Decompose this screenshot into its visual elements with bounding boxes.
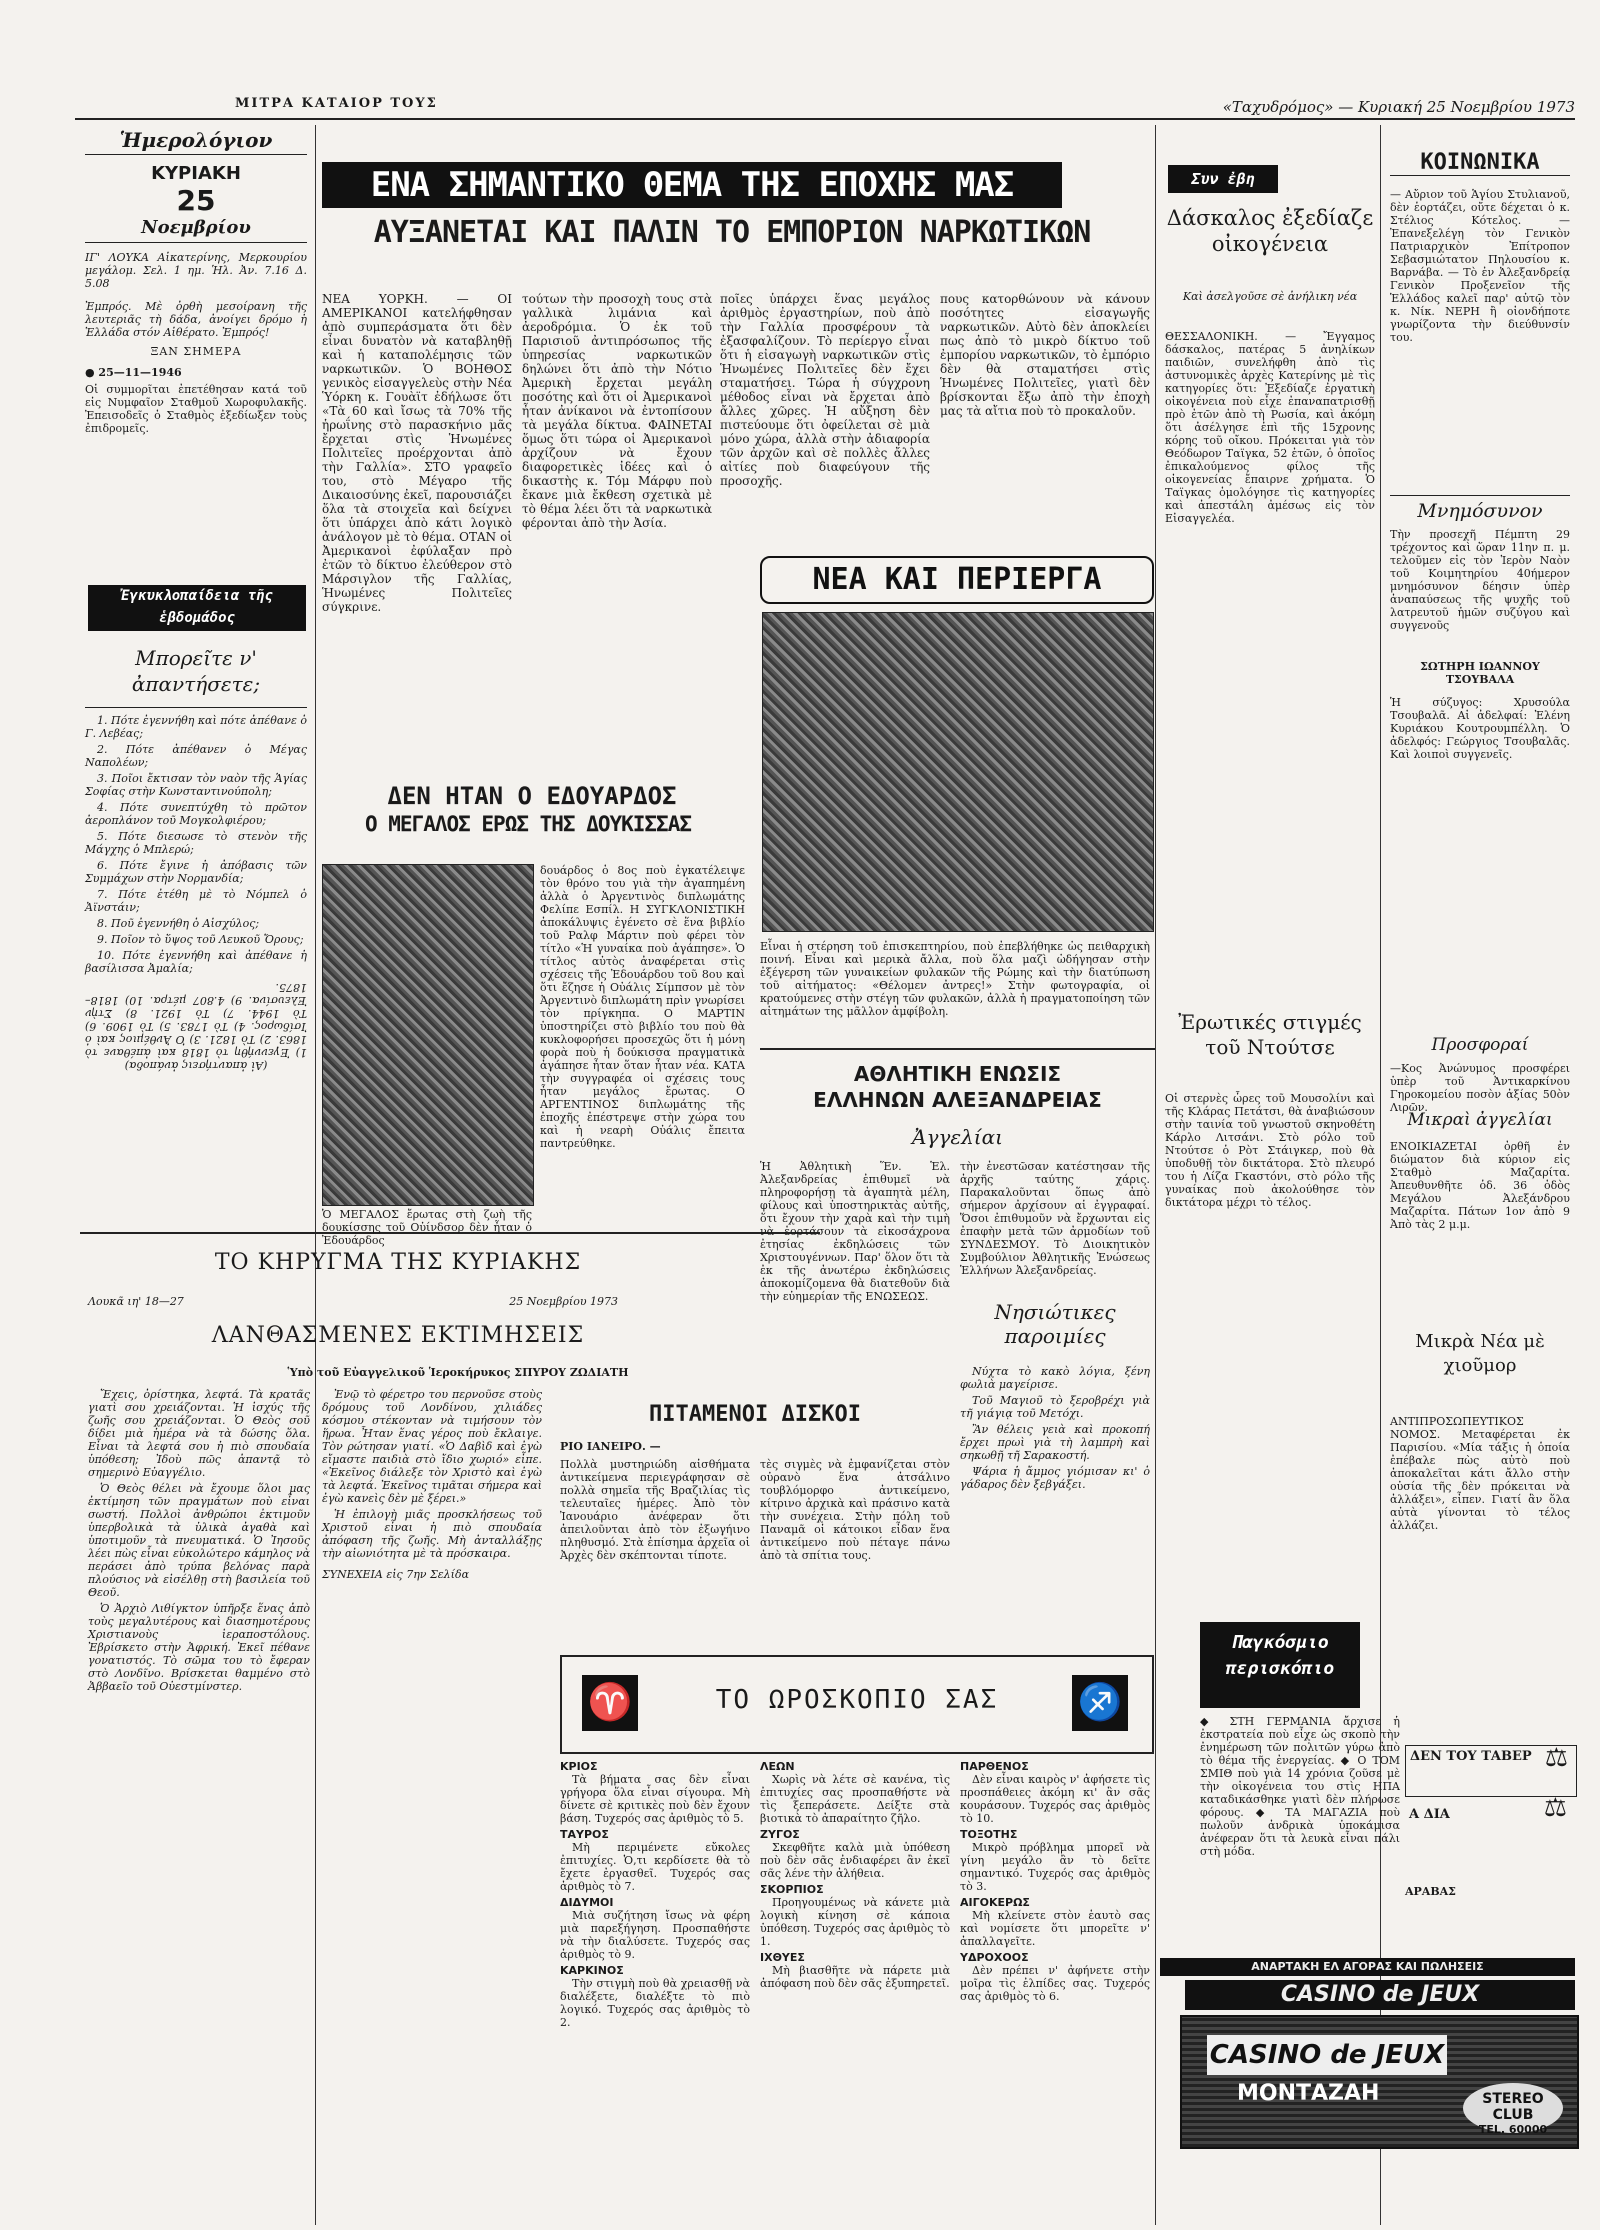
casino-location: ΜΟΝΤΑΖΑΗ bbox=[1237, 2081, 1380, 2106]
offerings-text: —Κος Ἀνώνυμος προσφέρει ὑπὲρ τοῦ Ἀντικαρκίνου Γηροκομείου ποσὸν ἀξίας 50ὸν Λιρῶν. bbox=[1390, 1062, 1570, 1114]
answers-text: 1) Ἐγεννήθη τὸ 1818 καὶ ἀπέθανε τὸ 1863. 2) Τὸ 1821. 3) Ὁ Ἀνθέμιος καὶ ὁ Ἰσίδωρος. 4) Τὸ 1783. 5) Τὸ 1909. 6) Τὸ 1944. 7) Τὸ 1921. 8) Στὴν Ἐλευσίνα. 9) 4.807 μέτρα. 10) 1818–1875. bbox=[85, 981, 307, 1059]
section-divider bbox=[760, 1048, 1155, 1050]
calendar-date-number: 25 bbox=[176, 184, 216, 217]
memorial-text: Τὴν προσεχῆ Πέμπτη 29 τρέχοντος καὶ ὥραν 11ην π. μ. τελοῦμεν εἰς τὸν Ἱερὸν Ναὸν τοῦ Κοιμητηρίου 40ήμερον μνημόσυνον δέησιν ὑπὲρ ἀναπαύσεως τῆς ψυχῆς τοῦ λατρευτοῦ ἡμῶν συζύγου καὶ συγγενοῦς bbox=[1390, 528, 1570, 632]
world-text: ◆ ΣΤΗ ΓΕΡΜΑΝΙΑ ἄρχισε ἡ ἐκστρατεία ποὺ εἶχε ὡς σκοπὸ τὴν ἐνημέρωση τῶν πολιτῶν γύρω ἀπὸ τὸ θέμα τῆς ἐνεργείας. ◆ Ο ΤΟΜ ΣΜΙΘ ποὺ γιὰ 14 χρόνια ζοῦσε μὲ τὴν οἰκογένεια του στὶς ΗΠΑ καταδικάσθηκε γιατὶ δὲν πλήρωσε φόρους. ◆ ΤΑ ΜΑΓΑΖΙΑ ποὺ πωλοῦν ἀνδρικὰ ὑποκάμισα ἀνέφεραν ὅτι τὰ λευκὰ εἶναι πάλι στὴ μόδα. bbox=[1200, 1715, 1400, 1858]
ad-band: ΑΝΑΡΤΑΚΗ ΕΛ ΑΓΟΡΑΣ ΚΑΙ ΠΩΛΗΣΕΙΣ bbox=[1160, 1958, 1575, 1976]
event-label: Συν ἐβη bbox=[1168, 165, 1278, 193]
memorial-name: ΣΩΤΗΡΗ ΙΩΑΝΝΟΥ ΤΣΟΥΒΑΛΑ bbox=[1420, 660, 1540, 686]
main-kicker: ΕΝΑ ΣΗΜΑΝΤΙΚΟ ΘΕΜΑ ΤΗΣ ΕΠΟΧΗΣ ΜΑΣ bbox=[322, 162, 1062, 208]
main-story-col-4: πους κατορθώνουν νὰ κάνουν ποσότητες εἰσαγωγῆς ναρκωτικῶν. Αὐτὸ δὲν ἀποκλείει πως ἀπὸ τὸ μικρὸ δίκτυο τοῦ ἐμπορίου ναρκωτικῶν, τὸ ἐμπόριο δὲν θὰ σταματήσει στὶς Ἡνωμένες Πολιτεῖες, γιατὶ δὲν βρίσκονται ἔξω ἀπὸ τὴν ἐποχὴ μας τὰ αἴτια ποὺ τὸ προκαλοῦν. bbox=[940, 292, 1150, 418]
horoscope-col-1 bbox=[560, 1760, 750, 2032]
quiz-question: 4. Πότε συνεπτύχθη τὸ πρῶτον ἀεροπλάνον τοῦ Μογκολφιέρου; bbox=[85, 801, 307, 827]
horoscope-col-2 bbox=[760, 1760, 950, 1993]
club-name: STEREO CLUB bbox=[1482, 2091, 1544, 2123]
teacher-title: Δάσκαλος ἐξεδίαζε οἰκογένεια bbox=[1166, 206, 1374, 256]
memorial-family: Ἡ σύζυγος: Χρυσούλα Τσουβαλᾶ. Αἱ ἀδελφαί: Ἑλένη Κυριάκου Κουτρουμπέλλη. Ὁ ἀδελφός: Γεώργιος Τσουβαλᾶς. Καὶ λοιποὶ συγγενεῖς. bbox=[1390, 696, 1570, 761]
quiz-question: 3. Ποῖοι ἔκτισαν τὸν ναὸν τῆς Ἁγίας Σοφίας στὴν Κωνσταντινούπολη; bbox=[85, 772, 307, 798]
ad-text: ΔΕΝ ΤΟΥ ΤΑΒΕΡ bbox=[1410, 1749, 1532, 1764]
casino-logo: CASINO de JEUX bbox=[1207, 2035, 1447, 2075]
news-photo bbox=[762, 612, 1154, 932]
edward-story: δουάρδος ὁ 8ος ποὺ ἐγκατέλειψε τὸν θρόνο του γιὰ τὴν ἀγαπημένη ἀλλὰ ὁ Ἀργεντινὸς διπλωμάτης Φελίπε Εσπίλ. Η ΣΥΓΚΛΟΝΙΣΤΙΚΗ ἀποκάλυψις ἐγένετο σὲ ἕνα βιβλίο τοῦ Ραλφ Μάρτιν ποὺ φέρει τὸν τίτλο «Ἡ γυναίκα ποὺ ἀγάπησε». Ὁ τίτλος αὐτὸς ἀναφέρεται στὶς σχέσεις τῆς Ἐδουάρδου τοῦ 8ου καὶ ὅτι ἔζησε ἡ Οὐάλις Σίμπσον μὲ τὸν Ἀργεντινὸ διπλωμάτη πρὶν γνωρίσει τὸν πρίγκηπα. Ο ΜΑΡΤΙΝ ὑποστηρίζει στὸ βιβλίο του ποὺ θὰ κυκλοφορήσει προσεχῶς ὅτι ἡ μόνη φορὰ ποὺ ἡ δούκισσα πραγματικὰ ἀγάπησε ἦταν ὅταν ἦταν νέα. ΚΑΤΑ τὴν συγγραφέα οἱ σχέσεις τους ἦταν μεγάλος ἔρωτας. Ο ΑΡΓΕΝΤΙΝΟΣ διπλωμάτης τῆς ἐποχῆς ἐπέστρεψε στὴν χώρα του καὶ ἡ νεαρὴ Οὐάλις ἔπειτα παντρεύθηκε. bbox=[540, 864, 745, 1150]
sign-name: ΤΑΥΡΟΣ bbox=[560, 1828, 609, 1841]
quiz-list bbox=[85, 714, 307, 975]
column-rule bbox=[1155, 125, 1156, 2225]
calendar-day: ΚΥΡΙΑΚΗ bbox=[151, 163, 241, 184]
records-col-2: τὲς σιγμὲς νὰ ἐμφανίζεται στὸν οὐρανὸ ἕνα ἀτσάλινο τουβλόμορφο ἀντικείμενο, κίτρινο ἀρχικὰ καὶ πράσινο κατὰ τὴν συνέχεια. Στὴν πόλη τοῦ Παναμᾶ οἱ κάτοικοι εἶδαν ἕνα ἀντικείμενο ποὺ πέταγε πάνω ἀπὸ τὰ σπίτια τους. bbox=[760, 1458, 950, 1562]
humor-text: ΑΝΤΙΠΡΟΣΩΠΕΥΤΙΚΟΣ ΝΟΜΟΣ. Μεταφέρεται ἐκ Παρισίου. «Μία τάξις ἡ ὁποία ἐπέβαλε πὼς αὐτὸ ποὺ ἀποκαλεῖται κάτι ἄλλο στὴν οὐσία τῆς δὲν πρόκειται νὰ ἀλλάξει», εἶπεν. Γιατί ἂν ὅλα αὐτὰ γίνονται τὸ τέλος ἀλλάζει. bbox=[1390, 1415, 1570, 1532]
news-banner: ΝΕΑ ΚΑΙ ΠΕΡΙΕΡΓΑ bbox=[760, 556, 1154, 604]
calendar-text: ΙΓ' ΛΟΥΚΑ Αἰκατερίνης, Μερκουρίου μεγάλομ. Σελ. 1 ημ. Ἡλ. Ἀν. 7.16 Δ. 5.08 bbox=[85, 251, 307, 290]
sign-name: ΠΑΡΘΕΝΟΣ bbox=[960, 1760, 1029, 1773]
sign-name: ΙΧΘΥΕΣ bbox=[760, 1951, 805, 1964]
sermon-continued: ΣΥΝΕΧΕΙΑ εἰς 7ην Σελίδα bbox=[322, 1568, 470, 1581]
answers-label: (Αἱ ἀπαντήσεις ἀνάποδα) bbox=[124, 1059, 268, 1072]
ad-text: Α ΔΙΑ bbox=[1409, 1807, 1450, 1822]
proverb: Ψάρια ἡ ἄμμος γιόμισαν κι' ὁ γάδαρος δὲν ξεβγάξει. bbox=[960, 1465, 1150, 1491]
quiz-question: 5. Πότε διεσωσε τὸ στενὸν τῆς Μάγχης ὁ Μπλερώ; bbox=[85, 830, 307, 856]
calendar-section bbox=[85, 128, 307, 435]
offerings-title: Προσφοραί bbox=[1431, 1035, 1529, 1055]
social-title: ΚΟΙΝΩΝΙΚΑ bbox=[1390, 150, 1570, 176]
records-dateline: ΡΙΟ ΙΑΝΕΙΡΟ. — bbox=[560, 1440, 661, 1453]
ad-box-middle bbox=[1405, 1793, 1575, 1840]
history-label: ΞΑΝ ΣΗΜΕΡΑ bbox=[150, 345, 242, 358]
romance-title: Ἐρωτικές στιγμές τοῦ Ντούτσε bbox=[1178, 1010, 1362, 1059]
page-header bbox=[75, 96, 1575, 120]
sign-text: Μικρὸ πρόβλημα μπορεῖ νὰ γίνη μεγάλο ἂν τὸ δεῖτε σημαντικό. Τυχερός σας ἀριθμὸς τὸ 3. bbox=[960, 1841, 1150, 1893]
social-text: — Αὔριον τοῦ Ἁγίου Στυλιανοῦ, δὲν ἑορτάζει, οὔτε δέχεται ὁ κ. Στέλιος Κότελος. — Ἐπανεξελέγη τὸν Γενικὸν Πατριαρχικὸν Ἐπίτροπον Σεβασμιώτατον Πηλουσίου κ. Βαρνάβα. — Τὸ ἐν Ἀλεξανδρείᾳ Γενικὸν Προξενεῖον τῆς Ἑλλάδος καλεῖ παρ' αὐτῷ τὸν κ. Νίκ. ΝΕΡΗ ἢ οἱονδήποτε γνωρίζοντα τὴν διεύθυνσίν του. bbox=[1390, 188, 1570, 344]
records-col-1: Πολλὰ μυστηριώδη αἰσθήματα ἀντικείμενα περιεγράφησαν σὲ πολλὰ σημεῖα τῆς Βραζιλίας τὶς τελευταῖες ἡμέρες. Ἀπὸ τὸν Ἰανουάριο ἀνέφεραν ὅτι ἀπειλοῦνται ἀπὸ τὸν ἐξωγήινο πληθυσμό. Στὰ ἐπίσημα ἀρχεῖα οἱ Ἀρχὲς δὲν σκέπτονται τίποτε. bbox=[560, 1458, 750, 1562]
horoscope-col-3 bbox=[960, 1760, 1150, 2006]
horoscope-title: ΤΟ ΩΡΟΣΚΟΠΙΟ ΣΑΣ bbox=[715, 1685, 999, 1715]
sermon-paragraph: Ἔχεις, ὀρίστηκα, λεφτά. Τὰ κρατᾶς γιατὶ σου χρειάζονται. Ἡ ἰσχύς τῆς ζωῆς σου χρειάζονται. Ὁ Θεὸς σοῦ δίδει μιὰ ἡμέρα νὰ τὰ δώσης ὅλα. Εἶναι τὰ λεφτά σου ἡ πιὸ σπουδαία ὑπόθεση; Ἰδοὺ πῶς ἀπαντᾷ τὸ σημερινὸ Εὐαγγέλιο. bbox=[88, 1388, 310, 1479]
horoscope-header bbox=[560, 1655, 1154, 1754]
teacher-subtitle: Καὶ ἀσελγοῦσε σὲ ἀνήλικη νέα bbox=[1182, 290, 1358, 303]
main-headline: ΑΥΞΑΝΕΤΑΙ ΚΑΙ ΠΑΛΙΝ ΤΟ ΕΜΠΟΡΙΟΝ ΝΑΡΚΩΤΙΚΩΝ bbox=[373, 215, 1091, 250]
sign-name: ΛΕΩΝ bbox=[760, 1760, 795, 1773]
proverb: Ἂν θέλεις γειὰ καὶ προκοπή ἔρχει πρωὶ γιὰ τὴ λαμπρὴ καὶ σηκωθῇ τῆ Σαρακοστή. bbox=[960, 1423, 1150, 1462]
scales-icon: ⚖ bbox=[1543, 1793, 1567, 1823]
sign-name: ΥΔΡΟΧΟΟΣ bbox=[960, 1951, 1029, 1964]
sermon-title: ΤΟ ΚΗΡΥΓΜΑ ΤΗΣ ΚΥΡΙΑΚΗΣ bbox=[214, 1250, 582, 1275]
casino-banner: CASINO de JEUX bbox=[1185, 1980, 1575, 2010]
sermon-date: 25 Νοεμβρίου 1973 bbox=[509, 1295, 618, 1308]
sermon-column-1 bbox=[88, 1388, 310, 1696]
sign-name: ΚΑΡΚΙΝΟΣ bbox=[560, 1964, 624, 1977]
scales-icon: ⚖ bbox=[1544, 1743, 1568, 1773]
sign-text: Τὴν στιγμὴ ποὺ θὰ χρειασθῇ νὰ διαλέξετε, διαλέξτε τὸ πιὸ λογικό. Τυχερός σας ἀριθμὸς τὸ 2. bbox=[560, 1977, 750, 2029]
calendar-title: Ἡμερολόγιον bbox=[85, 128, 307, 155]
ad-box-top bbox=[1405, 1745, 1577, 1797]
calendar-month: Νοεμβρίου bbox=[85, 217, 307, 243]
casino-ad[interactable] bbox=[1180, 2015, 1579, 2149]
athletic-col-2: τὴν ἐνεστῶσαν κατέστησαν τῆς ἀρχῆς ταύτης χάρις. Παρακαλοῦνται ὅπως ἀπὸ σήμερον ἀρχίσουν αἱ ἐγγραφαί. Ὅσοι ἐπιθυμοῦν νὰ ἔρχωνται εἰς ἐπαφὴν μετὰ τῶν ἀρμοδίων τοῦ ΣΥΝΔΕΣΜΟΥ. Τὸ Διοικητικὸν Συμβούλιον Ἀθλητικῆς Ἑνώσεως Ἑλλήνων Ἀλεξανδρείας. bbox=[960, 1160, 1150, 1277]
quiz-title: Μπορεῖτε ν' ἀπαντήσετε; bbox=[131, 646, 261, 696]
sermon-author: Ὑπὸ τοῦ Εὐαγγελικοῦ Ἱεροκήρυκος ΣΠΥΡΟΥ ΖΩΔΙΑΤΗ bbox=[287, 1366, 629, 1379]
sign-text: Μὴ περιμένετε εὔκολες ἐπιτυχίες. Ὁ,τι κερδίσετε θὰ τὸ ἔχετε ἐργασθεῖ. Τυχερός σας ἀριθμὸς τὸ 7. bbox=[560, 1841, 750, 1893]
classifieds-text: ΕΝΟΙΚΙΑΖΕΤΑΙ ὀρθῆ ἐν διώματον διὰ κύριον εἰς Σταθμὸ Μαζαρίτα. Ἀπευθυνθῆτε ὁδ. 36 ὁδὸς Μεγάλου Ἀλεξάνδρου Μαζαρίτα. Πάτων 1ον ἀπὸ 9 Ἀπὸ τὰς 2 μ.μ. bbox=[1390, 1140, 1570, 1231]
memorial-title: Μνημόσυνον bbox=[1390, 495, 1570, 522]
edward-headline-1: ΔΕΝ ΗΤΑΝ Ο ΕΔΟΥΑΡΔΟΣ bbox=[387, 782, 677, 810]
edward-headline-2: Ο ΜΕΓΑΛΟΣ ΕΡΩΣ ΤΗΣ ΔΟΥΚΙΣΣΑΣ bbox=[364, 812, 691, 836]
sign-text: Δὲν πρέπει ν' ἀφήνετε στὴν μοῖρα τὶς ἐλπίδες σας. Τυχερός σας ἀριθμὸς τὸ 6. bbox=[960, 1964, 1150, 2003]
athletic-title-2: ΕΛΛΗΝΩΝ ΑΛΕΞΑΝΔΡΕΙΑΣ bbox=[813, 1088, 1102, 1112]
calendar-saying: Ἐμπρός. Μὲ ὀρθὴ μεσοίρανη τῆς λευτεριᾶς τὴ δάδα, ἀνοίγει δρόμο ἡ Ἑλλάδα στόν Αἰθέρατο. Ἐμπρός! bbox=[85, 300, 307, 339]
quiz-question: 10. Πότε ἐγεννήθη καὶ ἀπέθανε ἡ βασίλισσα Ἀμαλία; bbox=[85, 949, 307, 975]
sign-name: ΔΙΔΥΜΟΙ bbox=[560, 1896, 614, 1909]
world-title: Παγκόσμιο περισκόπιο bbox=[1200, 1622, 1360, 1708]
quiz-section bbox=[85, 645, 307, 1072]
athletic-col-1: Ἡ Ἀθλητικὴ Ἕν. Ἑλ. Ἀλεξανδρείας ἐπιθυμεῖ νὰ πληροφορήσῃ τὰ ἀγαπητὰ μέλη, φίλους καὶ ὑποστηρικτὰς αὐτῆς, ὅτι ἔχουν τὴν χαρὰ καὶ τὴν τιμὴ νὰ ἑορτάσουν τὰ εἰκοσάχρονα ἐτησίας ἐκδηλώσεις τῶν Χριστουγέννων. Παρ' ὅλον ὅτι τὰ ἐκ τῆς ἀνωτέρω ἐκδηλώσεις ἀποκομίζομενα θὰ διατεθοῦν διὰ τὴν εὐημερίαν τῆς ΕΝΩΣΕΩΣ. bbox=[760, 1160, 950, 1303]
sign-text: Μὴ κλείνετε στὸν ἑαυτὸ σας καὶ νομίσετε ὅτι μπορεῖτε ν' ἀπαλλαγεῖτε. bbox=[960, 1909, 1150, 1948]
athletic-subtitle: Ἀγγελίαι bbox=[912, 1125, 1003, 1149]
sermon-paragraph: Ἐνῷ τὸ φέρετρο του περνοῦσε στοὺς δρόμους τοῦ Λονδίνου, χιλιάδες κόσμου στέκονταν νὰ τιμήσουν τὸν ἥρωα. Ἦταν ἕνας γέρος ποὺ ἔκλαιγε. Τὸν ρώτησαν γιατί. «Ὁ Δαβὶδ καὶ ἐγὼ εἴμαστε παιδιὰ στὸ ἴδιο χωριό» εἶπε. «Ἐκεῖνος διάλεξε τὸν Χριστὸ καὶ ἐγὼ τὰ λεφτά. Ἐκεῖνος τιμᾶται σήμερα καὶ ἐγὼ κανεὶς δὲν μὲ ξέρει.» bbox=[322, 1388, 542, 1505]
sermon-column-2 bbox=[322, 1388, 542, 1584]
edward-caption: Ὁ ΜΕΓΑΛΟΣ ἔρωτας στὴ ζωὴ τῆς δουκίσσης τοῦ Οὐίνδσορ δὲν ἦταν ὁ Ἐδουάρδος bbox=[322, 1208, 532, 1247]
humor-title: Μικρὰ Νέα μὲ χιοῦμορ bbox=[1415, 1331, 1545, 1376]
athletic-title-1: ΑΘΛΗΤΙΚΗ ΕΝΩΣΙΣ bbox=[853, 1062, 1062, 1086]
news-caption: Εἶναι ἡ στέρηση τοῦ ἐπισκεπτηρίου, ποὺ ἐπεβλήθηκε ὡς πειθαρχικὴ ποινή. Εἶναι καὶ μερικὰ ἄλλα, ποὺ ὅλα μαζὶ ὡδήγησαν στὴν ἐξέγερση τῶν γυναικείων φυλακῶν τῆς Ρώμης καὶ τὴν διατύπωση τοῦ αἰτήματος: «Θέλομεν ἀντρες!» Στὴν φωτογραφία, οἱ κρατούμενες στὴν στέγη τῶν φυλακῶν, ἀλλὰ ἡ πραγματοποίηση τῶν αἰτημάτων της μᾶλλον ἀμφίβολη. bbox=[760, 940, 1150, 1018]
sermon-reference: Λουκᾶ ιη' 18—27 bbox=[88, 1295, 184, 1308]
sign-name: ΚΡΙΟΣ bbox=[560, 1760, 598, 1773]
main-story-col-1: ΝΕΑ ΥΟΡΚΗ. — ΟΙ ΑΜΕΡΙΚΑΝΟΙ κατελήφθησαν ἀπὸ συμπεράσματα ὅτι δὲν εἶναι δυνατὸν νὰ καταβληθῇ καὶ ἡ καταπολέμησις τῶν ναρκωτικῶν. Ὁ ΒΟΗΘΟΣ γενικὸς εἰσαγγελεὺς στὴν Νέα Ὑόρκη κ. Γουὰϊτ ἐδήλωσε ὅτι «Τὰ 60 καὶ ἴσως τὰ 70% τῆς ἡρωΐνης στὸ παρασκήνιο μᾶς ἔρχεται στὶς Ἡνωμένες Πολιτεῖες προέρχονται ἀπὸ τὴν Γαλλία». ΣΤΟ γραφεῖο του, στὸ Μέγαρο τῆς Δικαιοσύνης ἐκεῖ, παρουσιάζει ὅλα τὰ στοιχεῖα καὶ δείχνει ὅτι ὑπάρχει ἀπὸ κάτι λογικὸ ἀνάλογον μὲ τὸ θέμα. ΟΤΑΝ οἱ Ἀμερικανοὶ ἐφύλαξαν πρὸ ἐτῶν τὸ δίκτυο ἐλεύθερον στὸ Μάρσιγλον τῆς Γαλλίας, Ἡνωμένες Πολιτεῖες σύγκρινε. bbox=[322, 292, 512, 614]
quiz-question: 6. Πότε ἔγινε ἡ ἀπόβασις τῶν Συμμάχων στὴν Νορμανδία; bbox=[85, 859, 307, 885]
header-fragment: ΜΙΤΡΑ ΚΑΤΑΙΟΡ ΤΟΥΣ bbox=[235, 96, 438, 111]
sign-name: ΑΙΓΟΚΕΡΩΣ bbox=[960, 1896, 1030, 1909]
main-story-col-2: τούτων τὴν προσοχὴ τους στὰ γαλλικὰ λιμάνια καὶ ἀεροδρόμια. Ὁ ἐκ τοῦ Παρισιοῦ ἀντιπρόσωπος τῆς ὑπηρεσίας ναρκωτικῶν δηλώνει ὅτι ἀπὸ τὴν Νότιο Ἀμερικὴ ἔρχεται μεγάλη ποσότης καὶ ὅτι οἱ Ἀμερικανοὶ ἦταν ἀνίκανοι νὰ ἐντοπίσουν τὰ μεγάλα δίκτυα. ΦΑΙΝΕΤΑΙ ὅμως ὅτι τώρα οἱ Ἀμερικανοὶ ἀρχίζουν νὰ ἔχουν διαφορετικὲς ἰδέες καὶ ὁ δικαστὴς κ. Τόμ Μάρφυ ποὺ ἔκανε μιὰ ἔκθεση σχετικὰ μὲ τὸ θέμα λέει ὅτι τὰ ναρκωτικὰ φέρονται ἀπὸ τὴν Ἀσία. bbox=[522, 292, 712, 530]
sign-text: Μιὰ συζήτηση ἴσως νὰ φέρη μιὰ παρεξήγηση. Προσπαθήστε νὰ τὴν διαλύσετε. Τυχερός σας ἀριθμὸς τὸ 9. bbox=[560, 1909, 750, 1961]
sermon-subtitle: ΛΑΝΘΑΣΜΕΝΕΣ ΕΚΤΙΜΗΣΕΙΣ bbox=[211, 1323, 585, 1348]
proverbs-list bbox=[960, 1365, 1150, 1494]
header-dateline: «Ταχυδρόμος» — Κυριακή 25 Νοεμβρίου 1973 bbox=[1222, 98, 1575, 116]
quiz-question: 2. Πότε ἀπέθανεν ὁ Μέγας Ναπολέων; bbox=[85, 743, 307, 769]
column-rule bbox=[1380, 125, 1381, 2225]
sign-text: Προηγουμένως νὰ κάνετε μιὰ λογικὴ κίνηση σὲ κάποια ὑπόθεση. Τυχερός σας ἀριθμὸς τὸ 1. bbox=[760, 1896, 950, 1948]
proverbs-title: Νησιώτικες παροιμίες bbox=[994, 1300, 1116, 1348]
quiz-question: 1. Πότε ἐγεννήθη καὶ πότε ἀπέθανε ὁ Γ. Λεβέας; bbox=[85, 714, 307, 740]
edward-photo bbox=[322, 864, 534, 1206]
proverb: Τοῦ Μαγιοῦ τὸ ξεροβρέχι γιὰ τῆ γιάγιᾳ τοῦ Μετόχι. bbox=[960, 1394, 1150, 1420]
sermon-paragraph: Ἡ ἐπιλογὴ μιᾶς προσκλήσεως τοῦ Χριστοῦ εἶναι ἡ πιὸ σπουδαία ἀπόφαση τῆς ζωῆς. Μὴ ἀνταλλάξῃς τὴν αἰωνιότητα μὲ τὰ πρόσκαιρα. bbox=[322, 1508, 542, 1560]
sign-name: ΤΟΞΟΤΗΣ bbox=[960, 1828, 1018, 1841]
quiz-question: 7. Πότε ἐτέθη μὲ τὸ Νόμπελ ὁ Ἀϊνστάιν; bbox=[85, 888, 307, 914]
sign-text: Τὰ βήματα σας δὲν εἶναι γρήγορα ὅλα εἶναι σίγουρα. Μὴ δίνετε σὲ κριτικὲς ποὺ δὲν ἔχουν βάση. Τυχερός σας ἀριθμὸς τὸ 5. bbox=[560, 1773, 750, 1825]
club-phone: TEL. 60000 bbox=[1478, 2123, 1548, 2136]
column-rule bbox=[315, 125, 316, 2225]
history-text: Οἱ συμμορῖται ἐπετέθησαν κατά τοῦ εἰς Νυμφαῖον Σταθμοῦ Χωροφυλακῆς. Ἐπεισοδεῖς ὁ Σταθμὸς ἐξεδίωξεν τοὺς ἐπιδρομεῖς. bbox=[85, 383, 307, 435]
proverb: Νύχτα τὸ κακὸ λόγια, ξένη φωλιὰ μαγείρισε. bbox=[960, 1365, 1150, 1391]
quiz-answers bbox=[85, 981, 307, 1072]
ad-small: ΑΡΑΒΑΣ bbox=[1405, 1885, 1456, 1898]
main-story-col-3: ποῖες ὑπάρχει ἕνας μεγάλος ἀριθμὸς ἐργαστηρίων, ποὺ ἀπὸ τὴν Γαλλία προσφέρουν τὰ ἐξασφαλίζουν. Τὸ περίεργο εἶναι ὅτι ἡ εἰσαγωγὴ ναρκωτικῶν στὶς Ἡνωμένες Πολιτεῖες δὲν ἔχει σταματήσει. Τώρα ἡ σύγχρονη μέθοδος εἶναι νὰ ἔρχεται ἀπὸ ἄλλες χῶρες. Ἡ αὔξηση δὲν πιστεύουμε ὅτι ὀφείλεται σὲ μιὰ μόνο χώρα, ἀλλὰ στὴν ἀδιαφορία τῶν ἀρχῶν καὶ σὲ πολλὲς ἄλλες αἰτίες ποὺ διαφεύγουν τῆς προσοχῆς. bbox=[720, 292, 930, 488]
sign-text: Σκεφθῆτε καλὰ μιὰ ὑπόθεση ποὺ δὲν σᾶς ἐνδιαφέρει ἂν ἐκεῖ σᾶς λένε τὴν ἀλήθεια. bbox=[760, 1841, 950, 1880]
sign-name: ΖΥΓΟΣ bbox=[760, 1828, 800, 1841]
classifieds-title: Μικραὶ ἀγγελίαι bbox=[1407, 1110, 1553, 1130]
sign-text: Δὲν εἶναι καιρὸς ν' ἀφήσετε τὶς προσπάθειες ἀκόμη κι' ἂν σᾶς κουράσουν. Τυχερός σας ἀριθμὸς τὸ 10. bbox=[960, 1773, 1150, 1825]
aries-icon: ♈ bbox=[582, 1675, 638, 1731]
sign-name: ΣΚΟΡΠΙΟΣ bbox=[760, 1883, 824, 1896]
quiz-question: 9. Ποῖον τὸ ὕψος τοῦ Λευκοῦ Ὄρους; bbox=[97, 933, 304, 946]
sermon-paragraph: Ὁ Θεὸς θέλει νὰ ἔχουμε ὅλοι μας ἐκτίμηση τῶν πραγμάτων ποὺ εἶναι σωστή. Πολλοὶ ἀνθρώποι ἐκτιμοῦν ὑπερβολικὰ τὰ ὑλικὰ ἀγαθὰ καὶ ὑποτιμοῦν τὰ πνευματικά. Ὁ Ἰησοῦς λέει πὼς εἶναι εὐκολώτερο κάμηλος νὰ περάσει ἀπὸ τρύπα βελόνας παρὰ πλούσιος νὰ εἰσέλθῃ στὴ βασιλεία τοῦ Θεοῦ. bbox=[88, 1482, 310, 1599]
sign-text: Χωρὶς νὰ λέτε σὲ κανένα, τὶς ἐπιτυχίες σας προσπαθήστε νὰ τὶς ξεπεράσετε. Δείξτε στὰ βιοτικὰ τὸ ἀπαραίτητο ζῆλο. bbox=[760, 1773, 950, 1825]
romance-story: Οἱ στερνὲς ὧρες τοῦ Μουσολίνι καὶ τῆς Κλάρας Πετάτσι, θὰ ἀναβιώσουν στὴν ταινία τοῦ γνωστοῦ σκηνοθέτη Κάρλο Λιτσάνι. Στὸ ρόλο τοῦ Ντούτσε ὁ Ρὸτ Στάιγκερ, ποὺ θὰ ὑποδυθῇ τὸν δικτάτορα. Στὸ πλευρό του ἡ Λίζα Γκαστόνι, στὸ ρόλο τῆς γυναίκας ποὺ ἀκολούθησε τὸν δικτάτορα μέχρι τὸ τέλος. bbox=[1165, 1092, 1375, 1209]
sermon-paragraph: Ὁ Ἀρχιὸ Λιθίγκτον ὑπῆρξε ἕνας ἀπὸ τοὺς μεγαλυτέρους καὶ διασημοτέρους Χριστιανοὺς ἱεραποστόλους. Ἐβρίσκετο στὴν Ἀφρική. Ἐκεῖ πέθανε γονατιστός. Τὸ σῶμα του τὸ ἔφεραν στὸ Λονδῖνο. Βρίσκεται θαμμένο στὸ Ἀββαεῖο τοῦ Οὐεστμίνστερ. bbox=[88, 1602, 310, 1693]
sign-text: Μὴ βιασθῆτε νὰ πάρετε μιὰ ἀπόφαση ποὺ δὲν σᾶς ἐξυπηρετεῖ. bbox=[760, 1964, 950, 1990]
records-title: ΠΙΤΑΜΕΝΟΙ ΔΙΣΚΟΙ bbox=[649, 1402, 861, 1427]
sagittarius-icon: ♐ bbox=[1072, 1675, 1128, 1731]
history-date: ● 25—11—1946 bbox=[85, 366, 182, 379]
stereo-club-badge bbox=[1463, 2083, 1563, 2136]
encyclopedia-banner: Ἐγκυκλοπαίδεια τῆς ἑβδομάδος bbox=[88, 585, 306, 631]
sermon-section bbox=[88, 1250, 708, 1379]
quiz-question: 8. Ποῦ ἐγεννήθη ὁ Αἰσχύλος; bbox=[97, 917, 260, 930]
teacher-story: ΘΕΣΣΑΛΟΝΙΚΗ. — Ἔγγαμος δάσκαλος, πατέρας 5 ἀνηλίκων παιδιῶν, συνελήφθη ἀπὸ τὶς ἀστυνομικὲς ἀρχὲς Κατερίνης μὲ τὶς κατηγορίες ὅτι: Ἐξεδίαζε ἐργατικὴ οἰκογένεια ποὺ εἶχε ἐπαναπατρισθῇ πρὸ ἐτῶν ἀπὸ τὴ Ρωσία, καὶ ἀκόμη ὅτι ἀσέλγησε ἐπὶ τῆς 15χρονης κόρης τοῦ οἴκου. Πρόκειται γιὰ τὸν Θεόδωρον Ταϊγκα, 52 ἐτῶν, ὁ ὁποῖος ἐπικαλούμενος φίλος τῆς οἰκογενείας ἔπαιρνε χρήματα. Ὁ Ταϊγκας ὁμολόγησε τὶς κατηγορίες καὶ ἀπεστάλη ἀμέσως εἰς τὸν Εἰσαγγελέα. bbox=[1165, 330, 1375, 525]
